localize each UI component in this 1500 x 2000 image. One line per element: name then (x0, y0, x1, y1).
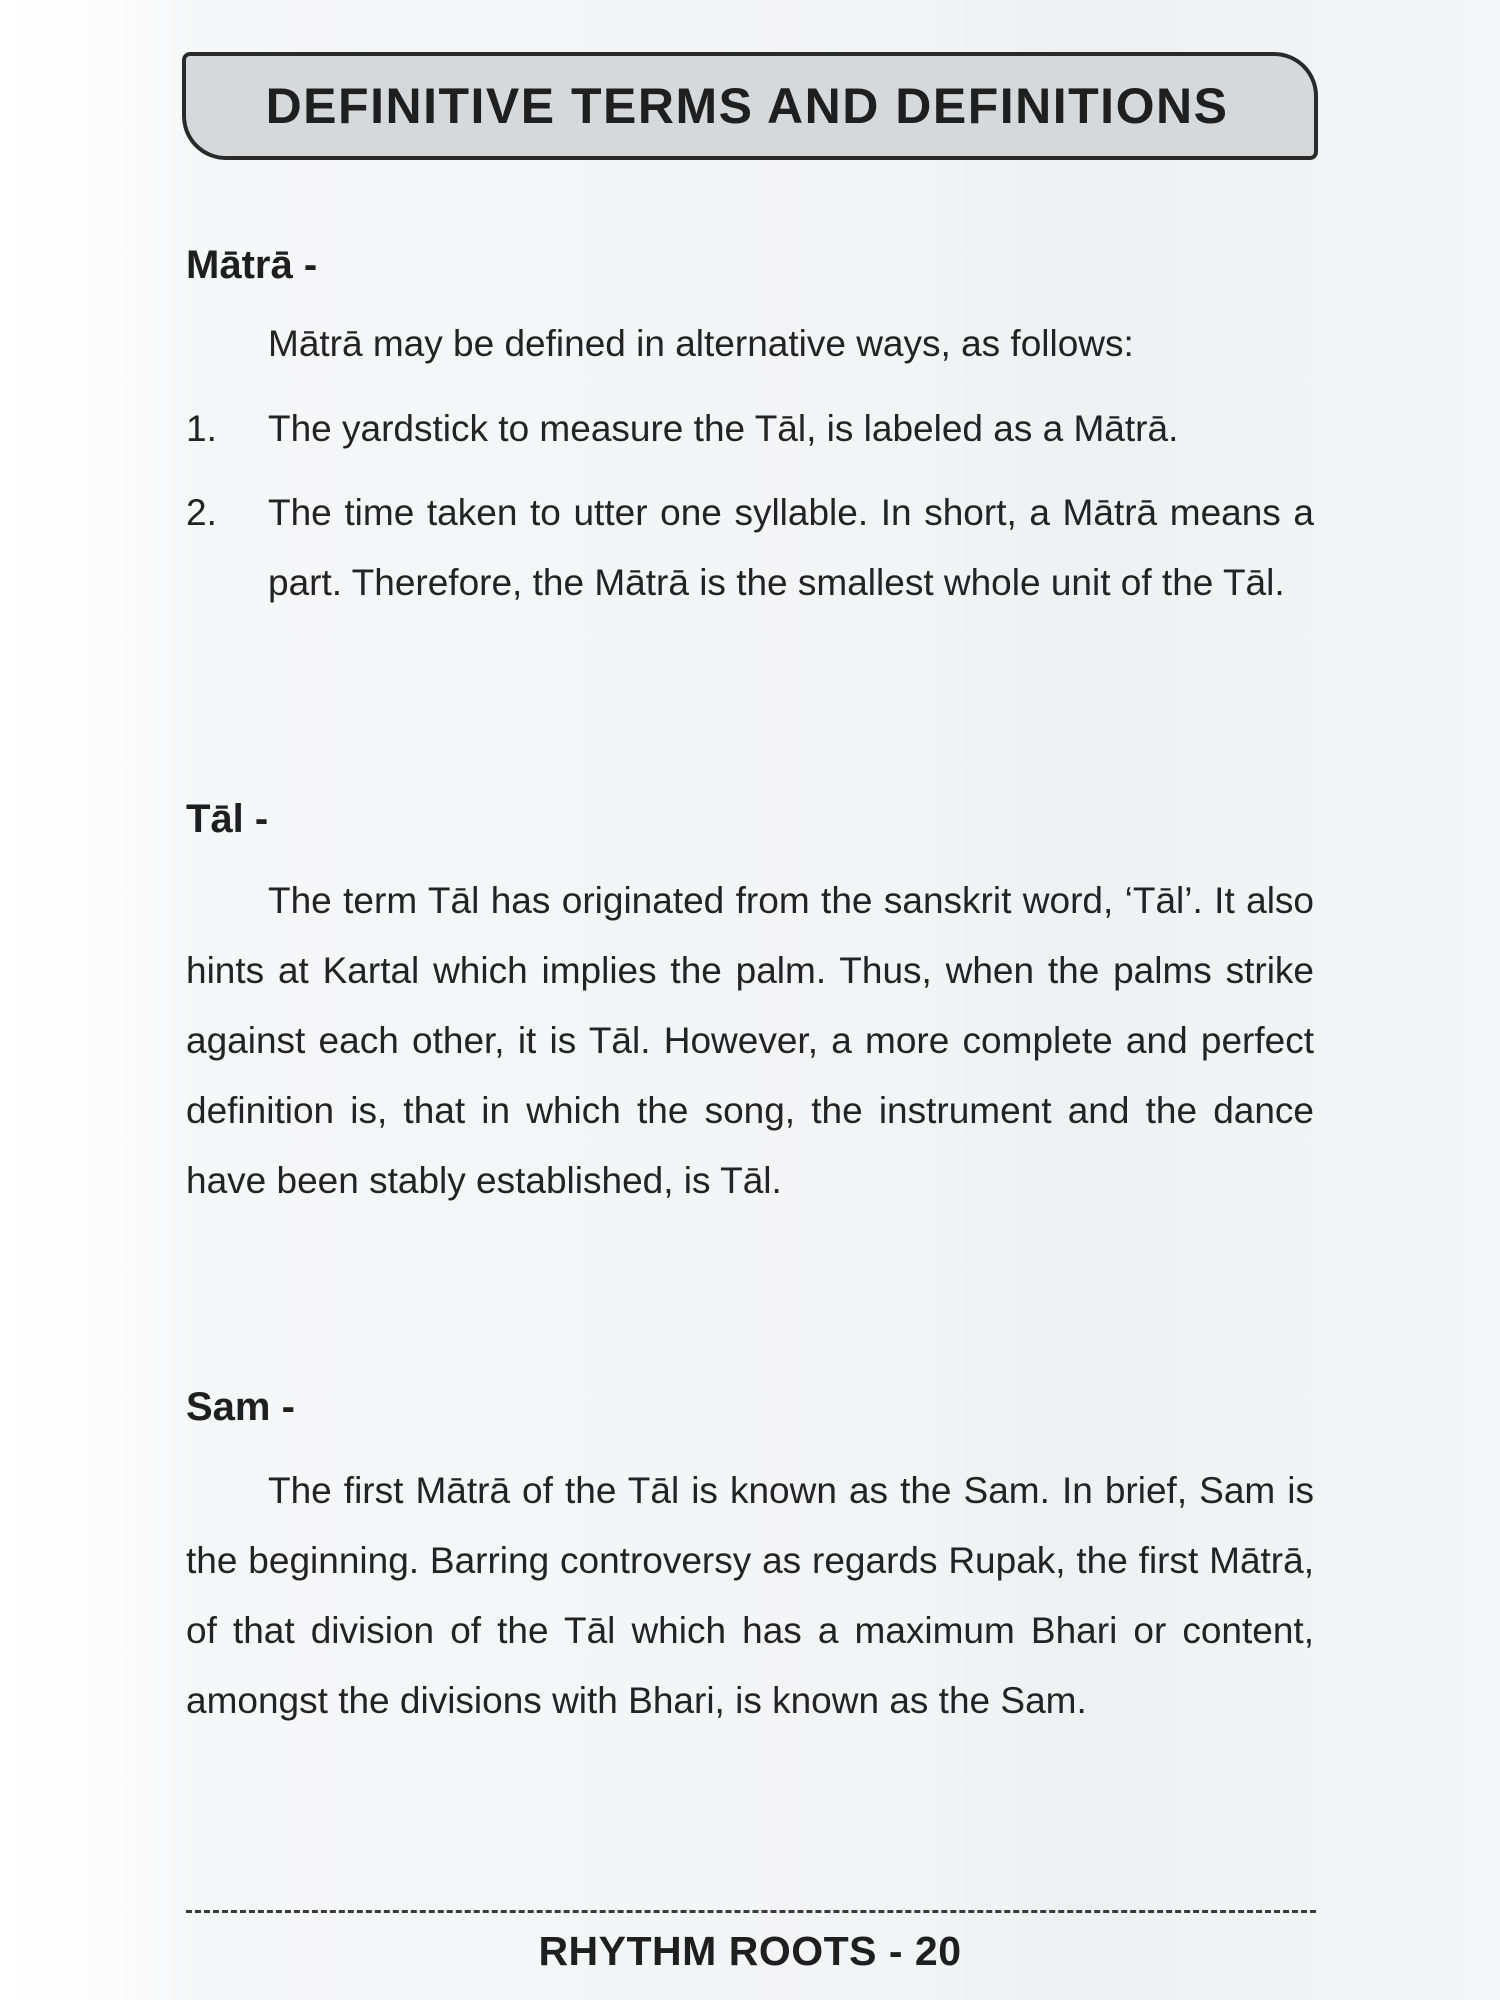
page-footer: RHYTHM ROOTS - 20 (538, 1928, 962, 1974)
list-text: The yardstick to measure the Tāl, is labeled as a Mātrā. (268, 408, 1179, 449)
list-number: 1. (186, 408, 217, 449)
list-number: 2. (186, 492, 217, 533)
list-text: The time taken to utter one syllable. In short, a Mātrā means a part. Therefore, the Mātrā is the smallest whole unit of the Tāl. (268, 492, 1314, 603)
term-heading-matra: Mātrā - (186, 243, 318, 287)
sam-definition: The first Mātrā of the Tāl is known as the Sam. In brief, Sam is the beginning. Barring controversy as regards Rupak, the first Mātrā, of that division of the Tāl which has a maximum Bhari or content, amongst the divisions with Bhari, is known as the Sam. (186, 1470, 1314, 1721)
footer-divider (186, 1910, 1316, 1913)
matra-intro: Mātrā may be defined in alternative ways, as follows: (268, 323, 1134, 364)
tal-definition: The term Tāl has originated from the sanskrit word, ‘Tāl’. It also hints at Kartal which implies the palm. Thus, when the palms strike against each other, it is Tāl. However, a more complete and perfect definition is, that in which the song, the instrument and the dance have been stably established, is Tāl. (186, 880, 1314, 1201)
chapter-title: DEFINITIVE TERMS AND DEFINITIONS (265, 78, 1229, 134)
term-heading-tal: Tāl - (186, 797, 269, 841)
chapter-title-box (182, 52, 1318, 160)
term-heading-sam: Sam - (186, 1385, 295, 1429)
